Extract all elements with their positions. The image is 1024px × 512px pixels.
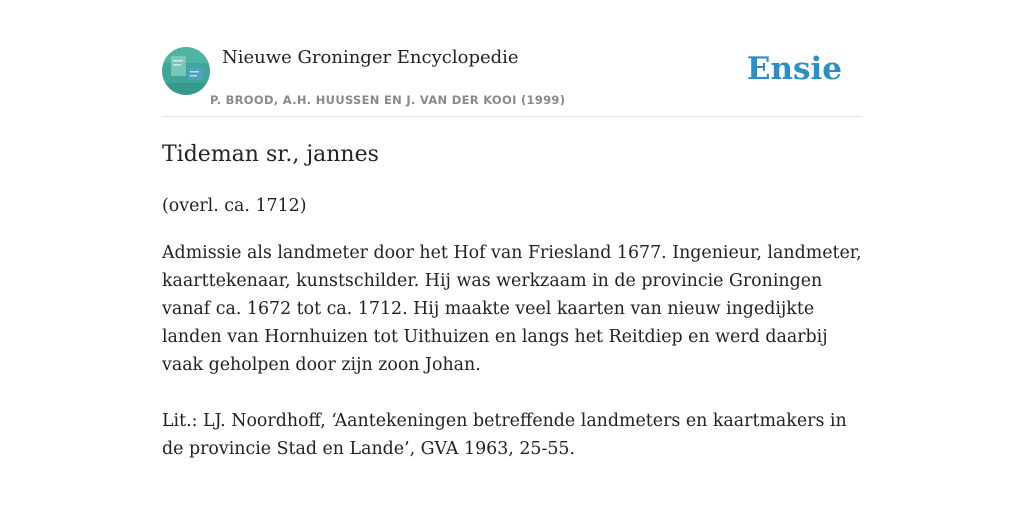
ensie-logo[interactable]: Ensie bbox=[746, 51, 842, 87]
book-authors: P. BROOD, A.H. HUUSSEN EN J. VAN DER KOOI (1999) bbox=[210, 93, 566, 107]
header bbox=[162, 46, 862, 117]
book-title[interactable]: Nieuwe Groninger Encyclopedie bbox=[222, 47, 519, 68]
book-cover-avatar[interactable] bbox=[162, 47, 210, 95]
entry-body bbox=[162, 192, 862, 463]
entry-headword: Tideman sr., jannes bbox=[162, 142, 379, 167]
entry-paragraph: Admissie als landmeter door het Hof van Friesland 1677. Ingenieur, landmeter, kaarttekenaar, kunstschilder. Hij was werkzaam in de provincie Groningen vanaf ca. 1672 tot ca. 1712. Hij maakte veel kaarten van nieuw ingedijkte landen van Hornhuizen tot Uithuizen en langs het Reitdiep en werd daarbij vaak geholpen door zijn zoon Johan. bbox=[162, 243, 862, 375]
entry-literature: Lit.: LJ. Noordhoff, ‘Aantekeningen betreffende landmeters en kaartmakers in de provincie Stad en Lande’, GVA 1963, 25-55. bbox=[162, 411, 847, 459]
entry-dates: (overl. ca. 1712) bbox=[162, 196, 307, 216]
